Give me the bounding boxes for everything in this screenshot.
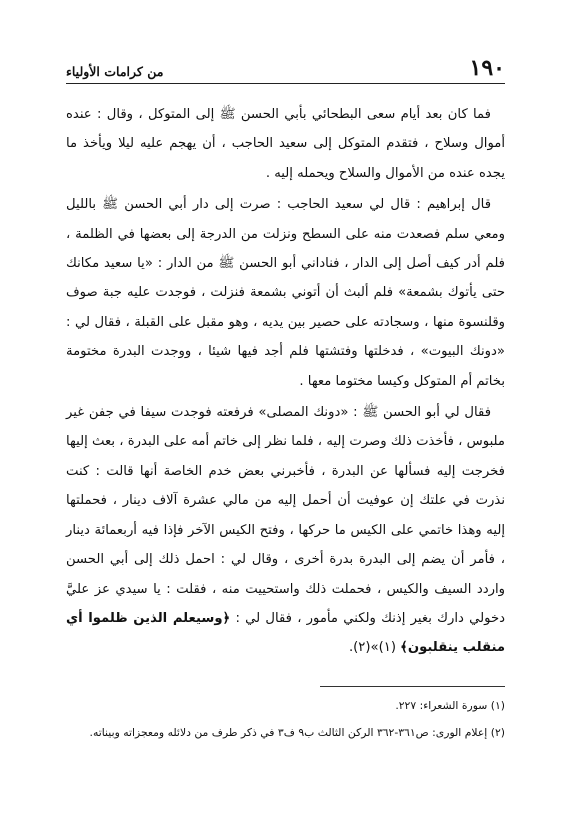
footnote-rule xyxy=(320,686,505,687)
footnotes xyxy=(66,695,505,749)
header-rule xyxy=(66,83,505,84)
running-title: من كرامات الأولياء xyxy=(66,64,164,79)
page-header xyxy=(66,55,505,79)
footnote-1: (١) سورة الشعراء: ٢٢٧. xyxy=(395,699,505,712)
footnote-refs: (١)»(٢). xyxy=(348,640,401,656)
paragraph-2: قال إبراهيم : قال لي سعيد الحاجب : صرت إلى دار أبي الحسن ﷺ بالليل ومعي سلم فصعدت منه على السطح ونزلت من الدرجة إلى بعضها في الظلمة ، فلم أدر كيف أصل إلى الدار ، فناداني أبو الحسن ﷺ من الدار : «يا سعيد مكانك حتى يأتوك بشمعة» فلم ألبث أن أتوني بشمعة فنزلت ، فوجدت عليه جبة صوف وقلنسوة منها ، وسجادته على حصير بين يديه ، وهو مقبل على القبلة ، فقال لي : «دونك البيوت» ، فدخلتها وفتشتها فلم أجد فيها شيئا ، ووجدت البدرة مختومة بخاتم أم المتوكل وكيسا مختوما معها . xyxy=(66,197,505,389)
paragraph-3 xyxy=(66,398,505,663)
quran-verse: ﴿وسيعلم الذين ظلموا أي منقلب ينقلبون﴾ xyxy=(66,610,505,656)
body-text xyxy=(66,100,505,665)
paragraph-1: فما كان بعد أيام سعى البطحائي بأبي الحسن ﷺ إلى المتوكل ، وقال : عنده أموال وسلاح ، فتقدم المتوكل إلى سعيد الحاجب ، أن يهجم عليه ليلا ويأخذ ما يجده عنده من الأموال والسلاح ويحمله إليه . xyxy=(66,107,505,181)
footnote-2: (٢) إعلام الورى: ص٣٦١-٣٦٢ الركن الثالث ب٩ ف٣ في ذكر طرف من دلائله ومعجزاته وبيناته. xyxy=(89,726,505,739)
page-number: ١٩٠ xyxy=(469,55,505,81)
paragraph-3-text: فقال لي أبو الحسن ﷺ : «دونك المصلى» فرفعته فوجدت سيفا في جفن غير ملبوس ، فأخذت ذلك وصرت إليه ، فلما نظر إلى خاتم أمه على البدرة ، بعث إليها فخرجت إليه فسألها عن البدرة ، فأخبرني بعض خدم الخاصة أنها قالت : كنت نذرت في علتك إن عوفيت أن أحمل إليه من مالي عشرة آلاف دينار ، فحملتها إليه وهذا خاتمي على الكيس ما حركها ، وفتح الكيس الآخر فإذا فيه أربعمائة دينار ، فأمر أن يضم إلى البدرة بدرة أخرى ، وقال لي : احمل ذلك إلى أبي الحسن واردد السيف والكيس ، فحملت ذلك واستحييت منه ، فقلت : يا سيدي عز عليَّ دخولي دارك بغير إذنك ولكني مأمور ، فقال لي : xyxy=(66,405,505,626)
